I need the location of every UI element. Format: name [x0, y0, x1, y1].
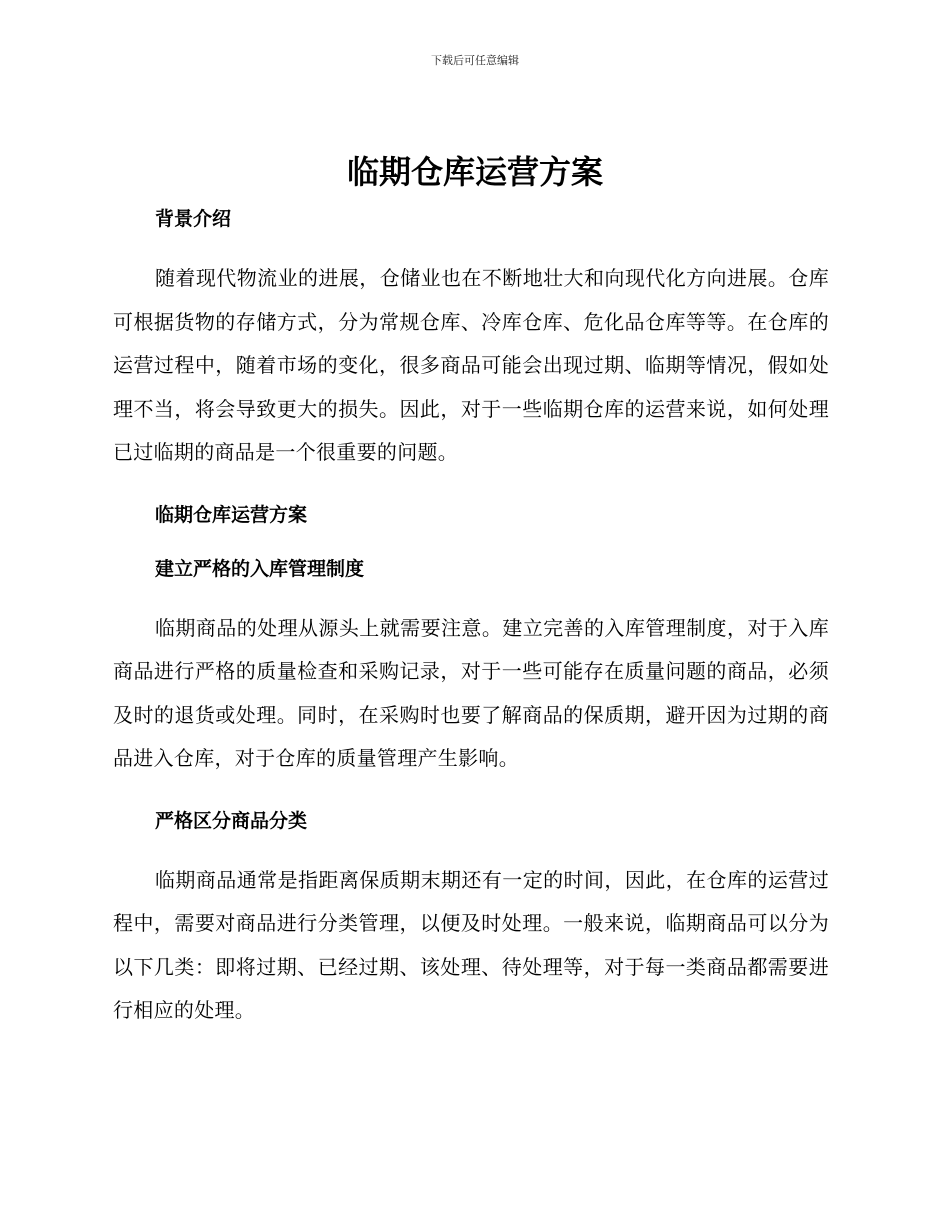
- section-heading-plan: 临期仓库运营方案: [155, 503, 308, 526]
- document-title: 临期仓库运营方案: [346, 153, 603, 191]
- paragraph-classify: 临期商品通常是指距离保质期末期还有一定的时间，因此，在仓库的运营过程中，需要对商品进行分类管理，以便及时处理。一般来说，临期商品可以分为以下几类：即将过期、已经过期、该处理、待处理等，对于每一类商品都需要进行相应的处理。: [113, 867, 829, 1022]
- header-note: 下载后可任意编辑: [431, 54, 519, 67]
- section-heading-classify: 严格区分商品分类: [155, 809, 308, 832]
- section-heading-inbound: 建立严格的入库管理制度: [155, 557, 365, 580]
- section-heading-background: 背景介绍: [155, 208, 232, 230]
- paragraph-background: 随着现代物流业的进展，仓储业也在不断地壮大和向现代化方向进展。仓库可根据货物的存储方式，分为常规仓库、冷库仓库、危化品仓库等等。在仓库的运营过程中，随着市场的变化，很多商品可能会出现过期、临期等情况，假如处理不当，将会导致更大的损失。因此，对于一些临期仓库的运营来说，如何处理已过临期的商品是一个很重要的问题。: [113, 266, 829, 464]
- document-body: [113, 203, 829, 1033]
- paragraph-inbound: 临期商品的处理从源头上就需要注意。建立完善的入库管理制度，对于入库商品进行严格的质量检查和采购记录，对于一些可能存在质量问题的商品，必须及时的退货或处理。同时，在采购时也要了解商品的保质期，避开因为过期的商品进入仓库，对于仓库的质量管理产生影响。: [113, 615, 829, 770]
